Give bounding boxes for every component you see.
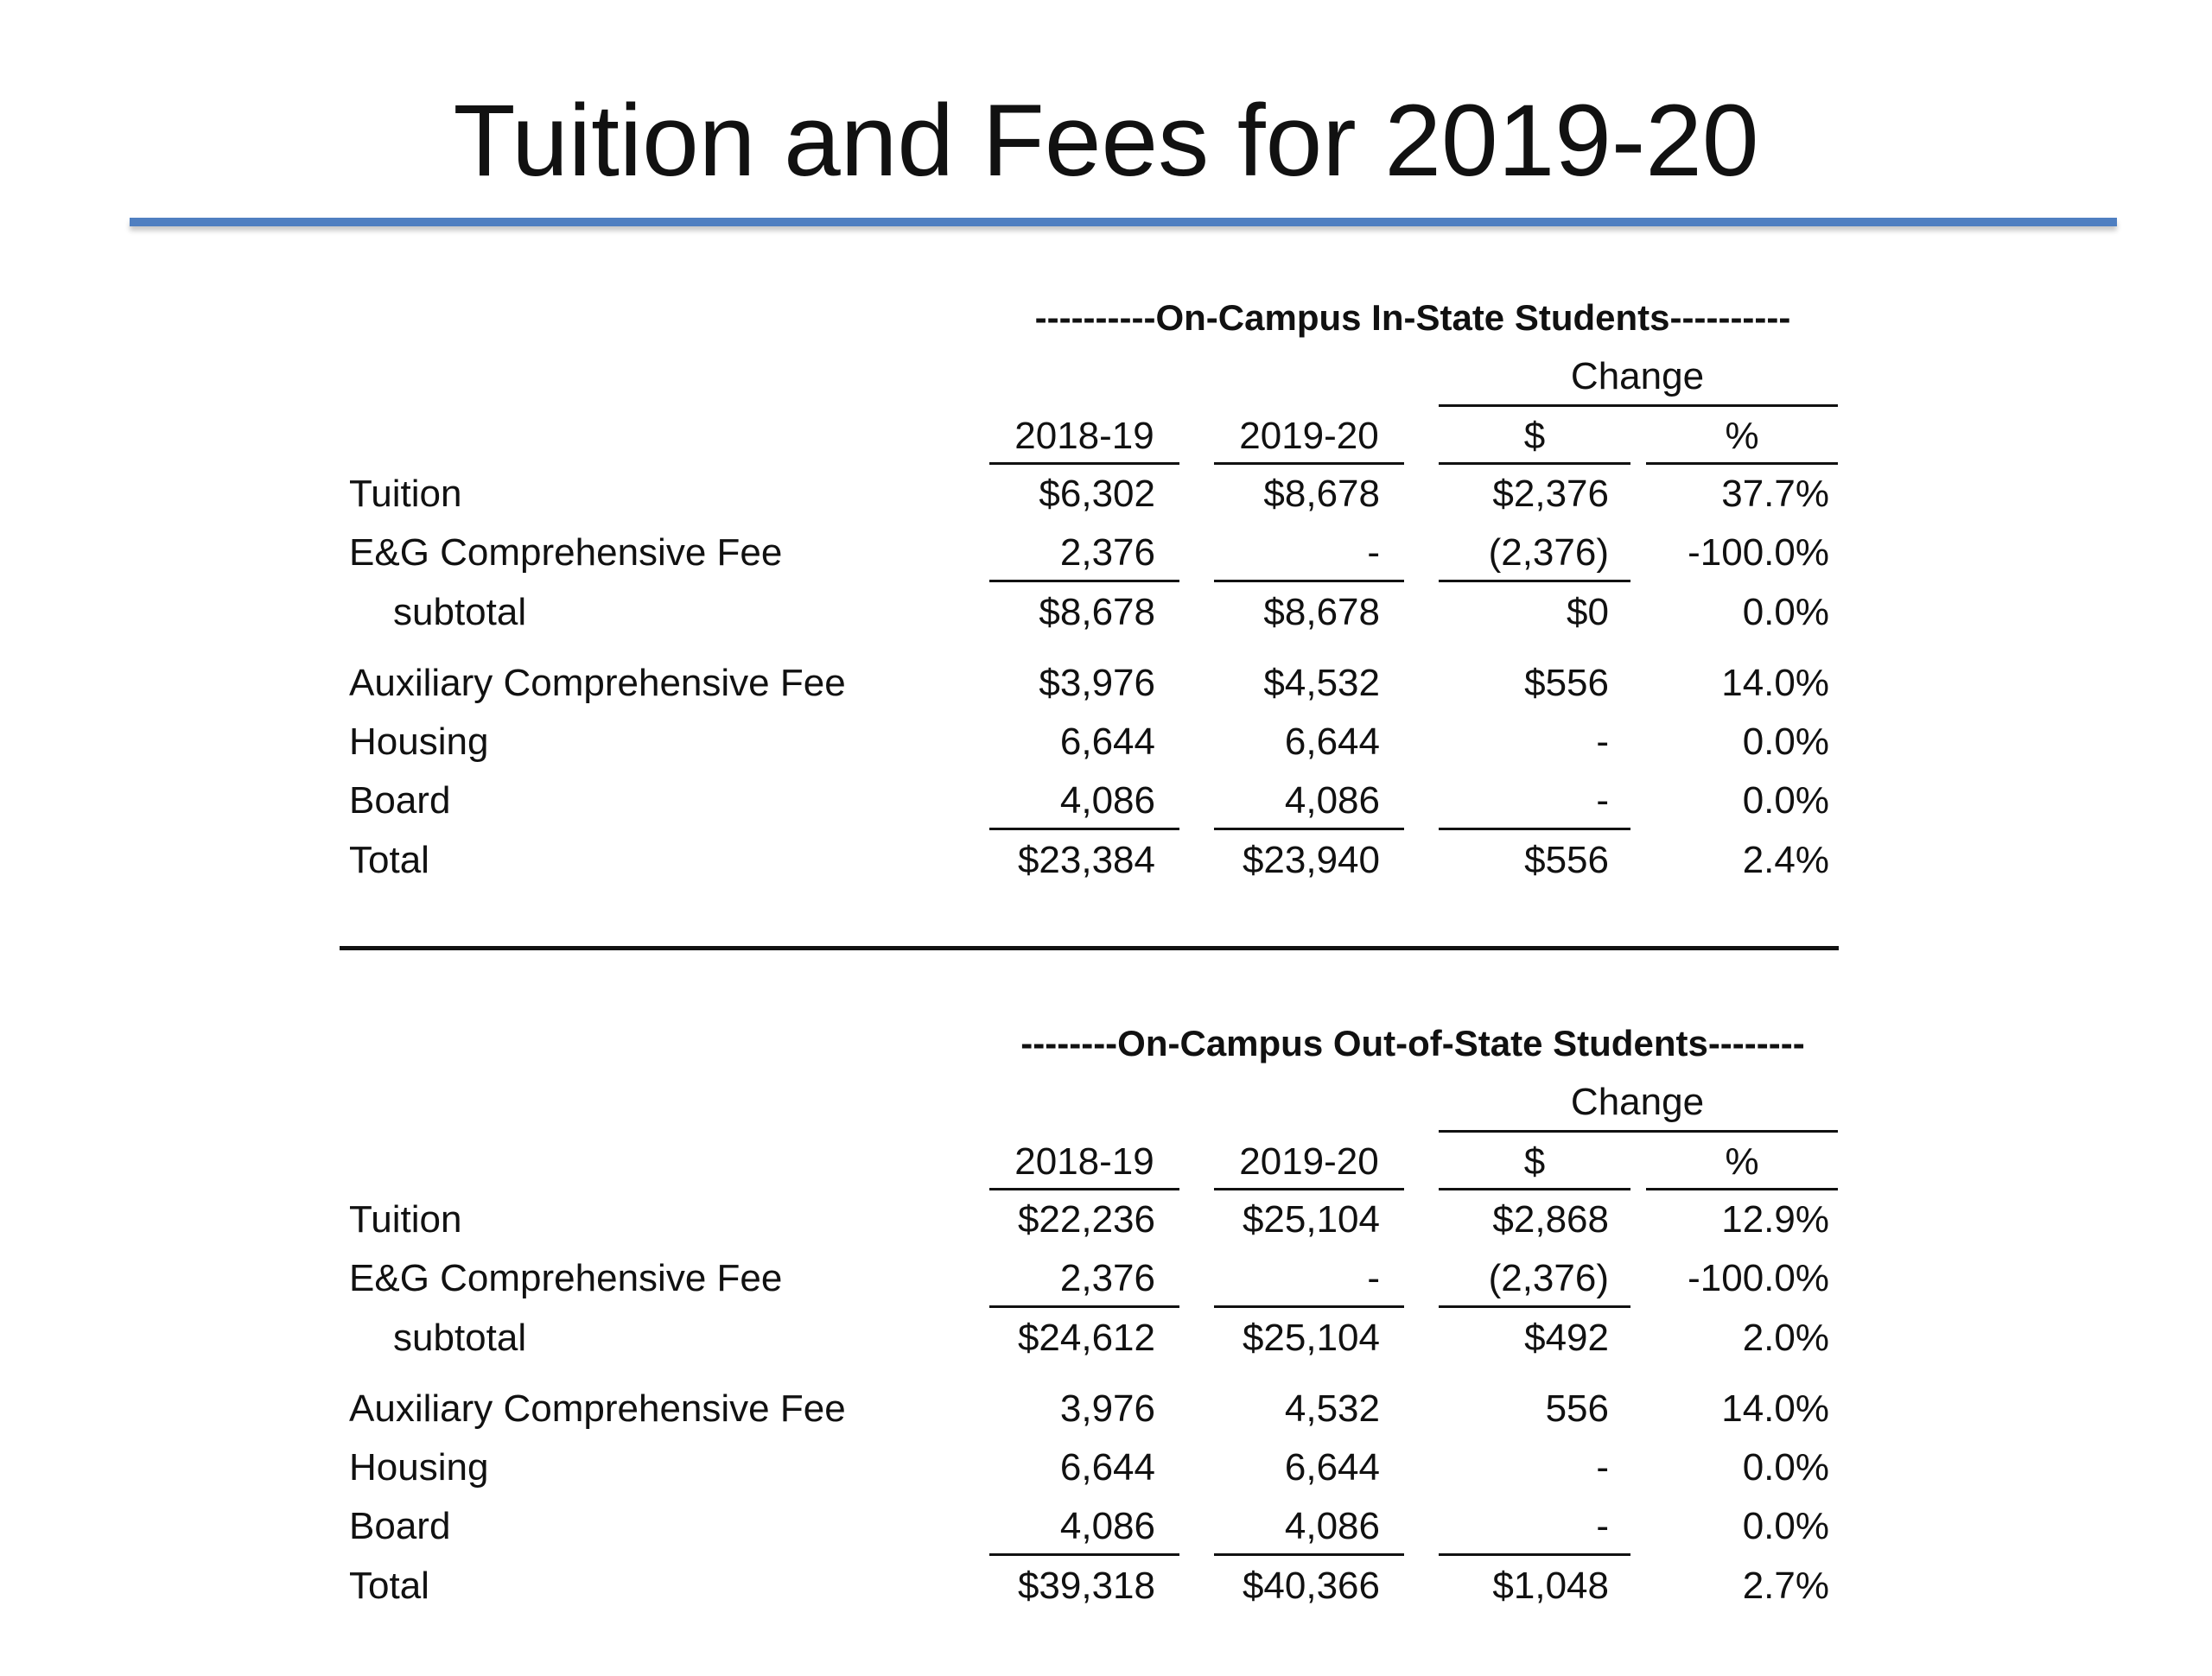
- table-cell: -: [1596, 1446, 1609, 1489]
- table-cell: $25,104: [1242, 1198, 1380, 1241]
- change-header: Change: [1570, 1081, 1705, 1123]
- table-cell: (2,376): [1488, 531, 1609, 574]
- total-rule: [1214, 1553, 1404, 1556]
- change-header-rule: [1439, 404, 1838, 407]
- column-header-rule: [989, 1188, 1179, 1190]
- table-cell: 4,086: [1284, 1505, 1380, 1547]
- table-cell: $8,678: [1263, 473, 1380, 515]
- total-rule: [989, 828, 1179, 830]
- table-cell: $22,236: [1017, 1198, 1155, 1241]
- table-cell: 2.7%: [1742, 1565, 1829, 1607]
- column-header-rule: [1214, 1188, 1404, 1190]
- table-cell: 4,532: [1284, 1387, 1380, 1430]
- table-cell: 2,376: [1059, 1257, 1155, 1299]
- section-heading: --------On-Campus Out-of-State Students--------: [1020, 1023, 1805, 1063]
- row-label-eg-comprehensive-fee: E&G Comprehensive Fee: [349, 1257, 783, 1299]
- total-rule: [1214, 828, 1404, 830]
- table-cell: $24,612: [1017, 1317, 1155, 1359]
- table-cell: $2,868: [1492, 1198, 1609, 1241]
- column-header-rule: [1439, 1188, 1630, 1190]
- table-cell: 6,644: [1284, 721, 1380, 763]
- table-cell: $6,302: [1039, 473, 1155, 515]
- subtotal-rule: [1439, 580, 1630, 582]
- column-header-change-dollar: $: [1523, 415, 1546, 457]
- row-label-board: Board: [349, 779, 451, 822]
- table-cell: $8,678: [1039, 591, 1155, 633]
- table-cell: -: [1596, 1505, 1609, 1547]
- table-cell: 6,644: [1059, 721, 1155, 763]
- table-cell: 556: [1545, 1387, 1609, 1430]
- subtotal-rule: [1214, 580, 1404, 582]
- total-rule: [1439, 828, 1630, 830]
- table-cell: $3,976: [1039, 662, 1155, 704]
- table-cell: 14.0%: [1721, 1387, 1829, 1430]
- row-label-total: Total: [349, 1565, 429, 1607]
- table-cell: -100.0%: [1688, 1257, 1829, 1299]
- column-header-rule: [989, 462, 1179, 465]
- table-cell: $556: [1524, 662, 1609, 704]
- table-cell: $1,048: [1492, 1565, 1609, 1607]
- slide-title: Tuition and Fees for 2019-20: [453, 84, 1759, 198]
- row-label-housing: Housing: [349, 721, 489, 763]
- table-cell: 6,644: [1284, 1446, 1380, 1489]
- row-label-total: Total: [349, 839, 429, 881]
- table-cell: $556: [1524, 839, 1609, 881]
- table-cell: -: [1596, 779, 1609, 822]
- table-cell: -: [1367, 531, 1380, 574]
- table-cell: 0.0%: [1742, 1505, 1829, 1547]
- table-cell: $4,532: [1263, 662, 1380, 704]
- column-header-change-percent: %: [1725, 1140, 1759, 1183]
- table-cell: $0: [1567, 591, 1609, 633]
- table-cell: 12.9%: [1721, 1198, 1829, 1241]
- column-header-2019-20: 2019-20: [1239, 415, 1379, 457]
- section-divider: [340, 946, 1839, 950]
- table-cell: -: [1367, 1257, 1380, 1299]
- table-cell: $40,366: [1242, 1565, 1380, 1607]
- subtotal-rule: [989, 1305, 1179, 1308]
- total-rule: [1439, 1553, 1630, 1556]
- column-header-2018-19: 2018-19: [1014, 415, 1154, 457]
- row-label-auxiliary-comprehensive-fee: Auxiliary Comprehensive Fee: [349, 1387, 846, 1430]
- table-cell: 2.4%: [1742, 839, 1829, 881]
- table-cell: 4,086: [1059, 1505, 1155, 1547]
- table-cell: $2,376: [1492, 473, 1609, 515]
- row-label-housing: Housing: [349, 1446, 489, 1489]
- column-header-rule: [1646, 1188, 1838, 1190]
- table-cell: 2.0%: [1742, 1317, 1829, 1359]
- row-label-eg-comprehensive-fee: E&G Comprehensive Fee: [349, 531, 783, 574]
- table-cell: 0.0%: [1742, 591, 1829, 633]
- column-header-rule: [1646, 462, 1838, 465]
- table-cell: 0.0%: [1742, 1446, 1829, 1489]
- table-cell: 37.7%: [1721, 473, 1829, 515]
- table-cell: $25,104: [1242, 1317, 1380, 1359]
- title-underline: [130, 218, 2117, 226]
- row-label-board: Board: [349, 1505, 451, 1547]
- out-of-state-section: [0, 1019, 2212, 1676]
- table-cell: -100.0%: [1688, 531, 1829, 574]
- change-header-rule: [1439, 1130, 1838, 1133]
- table-cell: 3,976: [1059, 1387, 1155, 1430]
- table-cell: -: [1596, 721, 1609, 763]
- table-cell: 14.0%: [1721, 662, 1829, 704]
- table-cell: 0.0%: [1742, 779, 1829, 822]
- table-cell: $23,384: [1017, 839, 1155, 881]
- table-cell: $39,318: [1017, 1565, 1155, 1607]
- row-label-subtotal: subtotal: [393, 591, 527, 633]
- table-cell: 6,644: [1059, 1446, 1155, 1489]
- row-label-tuition: Tuition: [349, 1198, 462, 1241]
- row-label-auxiliary-comprehensive-fee: Auxiliary Comprehensive Fee: [349, 662, 846, 704]
- column-header-rule: [1214, 462, 1404, 465]
- column-header-change-dollar: $: [1523, 1140, 1546, 1183]
- section-heading: ----------On-Campus In-State Students----------: [1034, 297, 1791, 338]
- subtotal-rule: [1214, 1305, 1404, 1308]
- row-label-tuition: Tuition: [349, 473, 462, 515]
- column-header-2018-19: 2018-19: [1014, 1140, 1154, 1183]
- table-cell: $492: [1524, 1317, 1609, 1359]
- column-header-change-percent: %: [1725, 415, 1759, 457]
- subtotal-rule: [989, 580, 1179, 582]
- subtotal-rule: [1439, 1305, 1630, 1308]
- column-header-rule: [1439, 462, 1630, 465]
- in-state-section: [0, 294, 2212, 950]
- table-cell: 4,086: [1059, 779, 1155, 822]
- row-label-subtotal: subtotal: [393, 1317, 527, 1359]
- table-cell: $8,678: [1263, 591, 1380, 633]
- table-cell: (2,376): [1488, 1257, 1609, 1299]
- column-header-2019-20: 2019-20: [1239, 1140, 1379, 1183]
- change-header: Change: [1570, 355, 1705, 397]
- table-cell: 0.0%: [1742, 721, 1829, 763]
- table-cell: 4,086: [1284, 779, 1380, 822]
- total-rule: [989, 1553, 1179, 1556]
- table-cell: $23,940: [1242, 839, 1380, 881]
- table-cell: 2,376: [1059, 531, 1155, 574]
